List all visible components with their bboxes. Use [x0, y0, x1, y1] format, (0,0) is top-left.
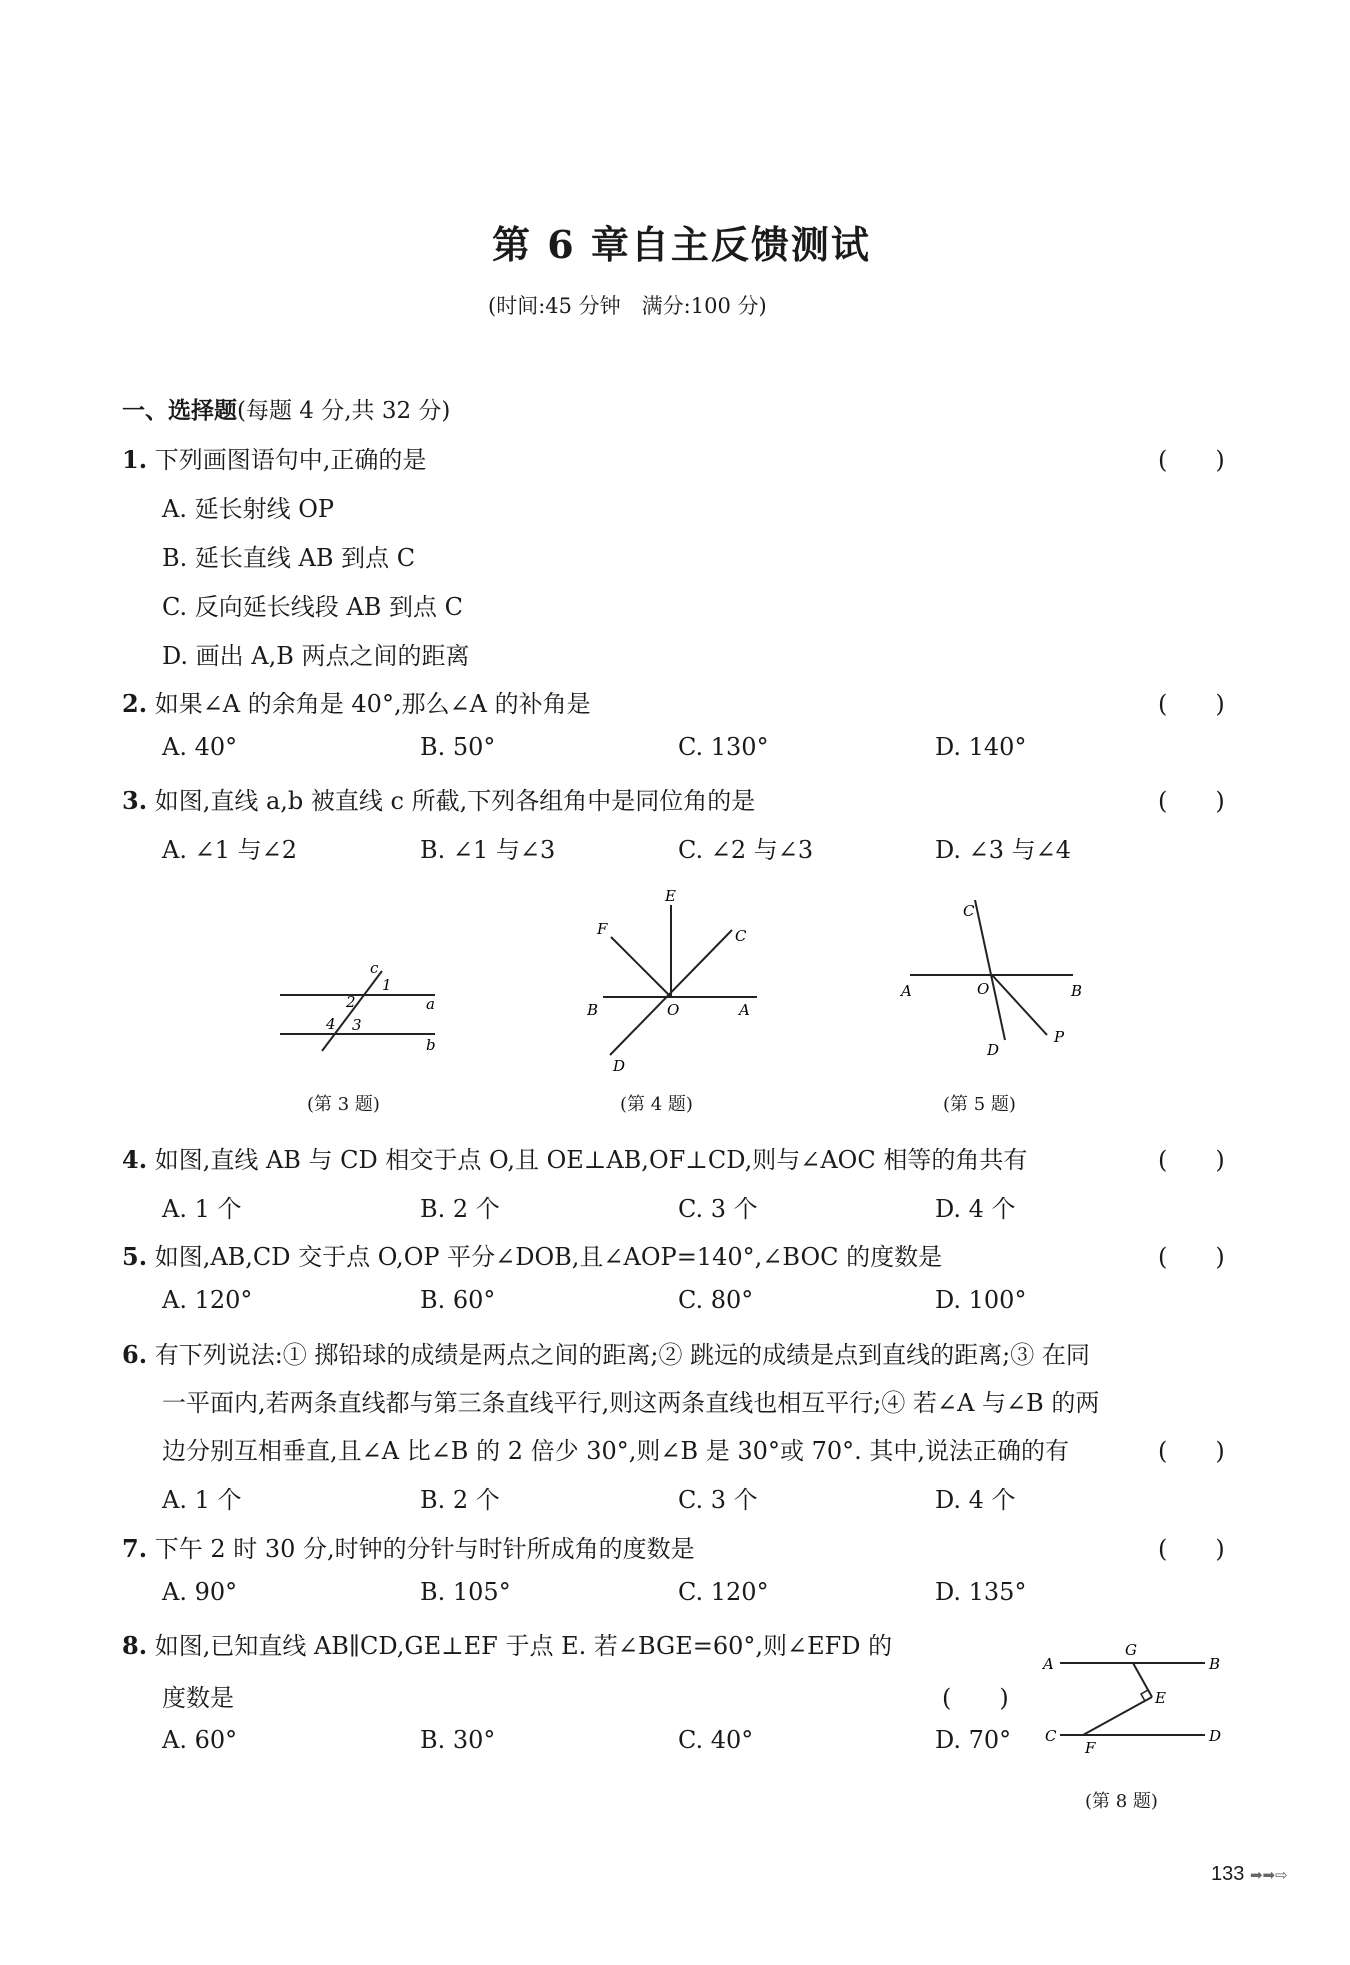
question-text-line-3: 边分别互相垂直,且∠A 比∠B 的 2 倍少 30°,则∠B 是 30°或 70°. 其中,说法正确的有 — [162, 1437, 1069, 1465]
question-number: 8. — [122, 1631, 148, 1660]
option-c: C. ∠2 与∠3 — [678, 836, 814, 864]
question-text-line-2: 一平面内,若两条直线都与第三条直线平行,则这两条直线也相互平行;④ 若∠A 与∠B 的两 — [162, 1389, 1100, 1417]
label-a: A — [901, 982, 912, 1000]
label-f: F — [1085, 1739, 1096, 1757]
option-b: B. ∠1 与∠3 — [420, 836, 556, 864]
option-a: A. 1 个 — [162, 1195, 242, 1223]
answer-paren: ( ) — [1158, 690, 1225, 718]
label-c: C — [735, 927, 747, 945]
page-number-text: 133 — [1211, 1863, 1245, 1885]
option-c: C. 130° — [678, 733, 769, 761]
page-number — [1211, 1863, 1288, 1886]
label-a: A — [739, 1001, 750, 1019]
option-a: A. 120° — [162, 1286, 253, 1314]
section-title: 一、选择题 — [122, 397, 237, 424]
option-d: D. 100° — [935, 1286, 1027, 1314]
question-2 — [122, 684, 591, 719]
answer-paren: ( ) — [1158, 787, 1225, 815]
option-a: A. 延长射线 OP — [162, 495, 335, 523]
page-title: 第 6 章自主反馈测试 — [492, 222, 871, 267]
option-a: A. 90° — [162, 1578, 238, 1606]
figure-8 — [1035, 1635, 1235, 1765]
segment-ef — [1083, 1697, 1152, 1735]
question-text: 如图,直线 a,b 被直线 c 所截,下列各组角中是同位角的是 — [154, 787, 756, 815]
label-d: D — [613, 1057, 626, 1075]
figure-8-caption: (第 8 题) — [1085, 1791, 1158, 1812]
option-d: D. 135° — [935, 1578, 1027, 1606]
arrow-icon: ➡➡⇨ — [1249, 1867, 1288, 1884]
option-d: D. 画出 A,B 两点之间的距离 — [162, 642, 470, 670]
question-number: 6. — [122, 1340, 148, 1369]
question-number: 5. — [122, 1242, 148, 1271]
option-b: B. 105° — [420, 1578, 511, 1606]
question-6 — [122, 1335, 1090, 1370]
label-o: O — [667, 1001, 680, 1019]
option-c: C. 3 个 — [678, 1486, 758, 1514]
line-cd — [975, 900, 1005, 1040]
option-b: B. 50° — [420, 733, 496, 761]
option-b: B. 延长直线 AB 到点 C — [162, 544, 416, 572]
figure-4-caption: (第 4 题) — [620, 1094, 693, 1115]
answer-paren: ( ) — [1158, 1535, 1225, 1563]
figure-5-caption: (第 5 题) — [943, 1094, 1016, 1115]
question-text-line-1: 有下列说法:① 掷铅球的成绩是两点之间的距离;② 跳远的成绩是点到直线的距离;③ 在同 — [154, 1341, 1090, 1369]
option-b: B. 30° — [420, 1726, 496, 1754]
option-b: B. 2 个 — [420, 1195, 500, 1223]
question-number: 1. — [122, 445, 148, 474]
option-c: C. 40° — [678, 1726, 754, 1754]
label-c: C — [1045, 1727, 1057, 1745]
question-number: 3. — [122, 786, 148, 815]
answer-paren: ( ) — [1158, 1437, 1225, 1465]
label-1: 1 — [382, 976, 392, 994]
question-8 — [122, 1626, 892, 1661]
option-c: C. 120° — [678, 1578, 769, 1606]
option-c: C. 反向延长线段 AB 到点 C — [162, 593, 463, 621]
label-e: E — [665, 887, 676, 905]
label-c: c — [370, 959, 379, 977]
option-a: A. 60° — [162, 1726, 238, 1754]
label-a: a — [426, 995, 435, 1013]
label-p: P — [1054, 1028, 1065, 1046]
question-number: 4. — [122, 1145, 148, 1174]
answer-paren: ( ) — [1158, 446, 1225, 474]
label-b: b — [426, 1036, 436, 1054]
question-7 — [122, 1529, 695, 1564]
figure-4 — [575, 885, 775, 1075]
option-b: B. 60° — [420, 1286, 496, 1314]
question-3 — [122, 781, 755, 816]
label-g: G — [1125, 1641, 1137, 1659]
answer-paren: ( ) — [942, 1684, 1009, 1712]
option-a: A. ∠1 与∠2 — [162, 836, 297, 864]
option-d: D. 140° — [935, 733, 1027, 761]
label-d: D — [1209, 1727, 1222, 1745]
question-text: 如图,直线 AB 与 CD 相交于点 O,且 OE⊥AB,OF⊥CD,则与∠AOC 相等的角共有 — [154, 1146, 1028, 1174]
question-text: 下列画图语句中,正确的是 — [154, 446, 427, 474]
figure-3 — [270, 955, 450, 1055]
question-text-line-2: 度数是 — [162, 1684, 234, 1712]
line-of — [611, 937, 671, 997]
option-c: C. 3 个 — [678, 1195, 758, 1223]
section-heading — [122, 392, 450, 425]
question-1 — [122, 440, 426, 475]
line-c — [322, 971, 382, 1051]
label-b: B — [1209, 1655, 1221, 1673]
option-a: A. 40° — [162, 733, 238, 761]
question-5 — [122, 1237, 942, 1272]
label-d: D — [987, 1041, 1000, 1059]
figure-5 — [895, 890, 1095, 1070]
answer-paren: ( ) — [1158, 1146, 1225, 1174]
label-a: A — [1043, 1655, 1054, 1673]
option-d: D. ∠3 与∠4 — [935, 836, 1072, 864]
option-c: C. 80° — [678, 1286, 754, 1314]
question-text: 如果∠A 的余角是 40°,那么∠A 的补角是 — [154, 690, 591, 718]
label-3: 3 — [352, 1016, 362, 1034]
option-b: B. 2 个 — [420, 1486, 500, 1514]
question-number: 7. — [122, 1534, 148, 1563]
label-o: O — [977, 980, 990, 998]
ray-op — [992, 975, 1047, 1035]
question-4 — [122, 1140, 1027, 1175]
label-4: 4 — [326, 1015, 336, 1033]
question-text-line-1: 如图,已知直线 AB∥CD,GE⊥EF 于点 E. 若∠BGE=60°,则∠EFD 的 — [154, 1632, 893, 1660]
label-e: E — [1155, 1689, 1166, 1707]
section-note: (每题 4 分,共 32 分) — [237, 398, 451, 424]
label-f: F — [597, 920, 608, 938]
option-d: D. 4 个 — [935, 1195, 1016, 1223]
answer-paren: ( ) — [1158, 1243, 1225, 1271]
label-b: B — [1071, 982, 1083, 1000]
option-d: D. 4 个 — [935, 1486, 1016, 1514]
segment-ge — [1133, 1663, 1152, 1697]
page-subtitle: (时间:45 分钟 满分:100 分) — [488, 294, 767, 318]
label-b: B — [587, 1001, 599, 1019]
figure-3-caption: (第 3 题) — [307, 1094, 380, 1115]
option-d: D. 70° — [935, 1726, 1012, 1754]
question-text: 下午 2 时 30 分,时钟的分针与时针所成角的度数是 — [154, 1535, 695, 1563]
label-c: C — [963, 902, 975, 920]
label-2: 2 — [346, 993, 356, 1011]
question-text: 如图,AB,CD 交于点 O,OP 平分∠DOB,且∠AOP=140°,∠BOC 的度数是 — [154, 1243, 943, 1271]
question-number: 2. — [122, 689, 148, 718]
option-a: A. 1 个 — [162, 1486, 242, 1514]
